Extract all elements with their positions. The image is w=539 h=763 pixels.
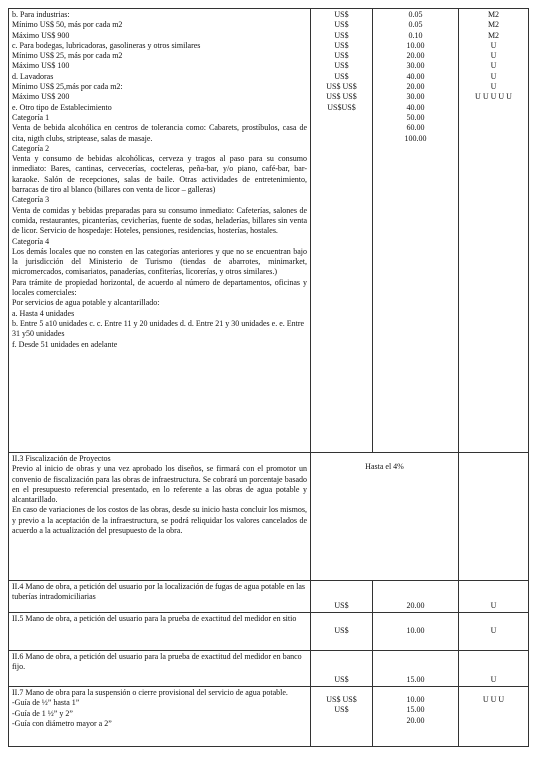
value: 0.05 [408, 10, 423, 19]
currency: US$ [334, 51, 349, 61]
value: 20.00 [406, 82, 425, 92]
unit-cell [459, 581, 529, 613]
paragraph: En caso de variaciones de los costos de las obras, desde su inicio hasta concluir los mismos, y previo a la aceptación de la infraestructura, se podrá reliquidar los valores cancelados de acuerdo a la actualización del presupuesto de la obra. [12, 505, 307, 536]
currency: US$ [334, 626, 349, 636]
paragraph: II.4 Mano de obra, a petición del usuario por la localización de fugas de agua potable en las tuberías intradomiciliarias [12, 582, 305, 602]
value-cell [373, 9, 459, 453]
line: Mínimo US$ 50, más por cada m2 [12, 20, 123, 30]
currency: US$ US$ [326, 92, 357, 102]
currency: US$ US$ [326, 82, 357, 92]
value-cell [311, 453, 459, 581]
currency: US$ US$ [326, 695, 357, 704]
paragraph: Los demás locales que no consten en las categorías anteriores y que no se encuentran bajo la jurisdicción del Ministerio de Turismo (tiendas de abarrotes, minimarket, micromercados, comisariatos, panaderías, confiterías, licorerías, y otros similares.) [12, 246, 307, 277]
value: 20.00 [406, 51, 425, 61]
currency: US$ [334, 30, 349, 40]
value: 10.00 [406, 626, 425, 636]
line: b. Entre 5 a10 unidades c. c. Entre 11 y 20 unidades d. d. Entre 21 y 30 unidades e. e. Entre 31 y50 unidades [12, 318, 305, 339]
paragraph: Previo al inicio de obras y una vez aprobado los diseños, se firmará con el promotor un convenio de fiscalización para las obras de infraestructura. Se cobrará un porcentaje basado en el presupuesto referencial presentado, en lo referente a las obras de agua potable y alcantarillado. [12, 464, 307, 505]
table-row [9, 9, 529, 453]
unit: U [490, 626, 497, 636]
category-heading: Categoría 1 [12, 112, 50, 122]
table-row [9, 687, 529, 747]
currency: US$ [334, 71, 349, 81]
unit: U U U [482, 695, 505, 704]
currency: US$ [334, 61, 349, 71]
value: 0.10 [408, 30, 423, 40]
currency-cell [311, 9, 373, 453]
section-title: II.3 Fiscalización de Proyectos [12, 454, 111, 463]
unit: U [490, 40, 497, 50]
unit: U [490, 600, 497, 610]
value: 0.05 [408, 20, 423, 30]
description-cell [9, 453, 311, 581]
description-cell [9, 651, 311, 687]
category-heading: Categoría 3 [12, 195, 50, 205]
currency-cell [311, 651, 373, 687]
table-row [9, 453, 529, 581]
category-heading: Categoría 2 [12, 143, 50, 153]
line: d. Lavadoras [12, 71, 54, 81]
line: Por servicios de agua potable y alcantarillado: [12, 298, 160, 308]
value: 100.00 [404, 133, 427, 143]
unit: U [490, 51, 497, 61]
unit-cell [459, 687, 529, 747]
line: a. Hasta 4 unidades [12, 308, 75, 318]
table-row [9, 651, 529, 687]
value: 20.00 [406, 600, 425, 610]
paragraph: Venta de bebida alcohólica en centros de tolerancia como: Cabarets, prostíbulos, casa de cita, nigth clubs, striptease, salas de masaje. [12, 123, 307, 143]
value: 15.00 [406, 674, 425, 684]
value: 40.00 [406, 71, 425, 81]
unit: M2 [487, 30, 500, 40]
line: e. Otro tipo de Establecimiento [12, 102, 112, 112]
line: Mínimo US$ 25, más por cada m2 [12, 51, 123, 61]
table-row [9, 613, 529, 651]
line: Mínimo US$ 25,más por cada m2: [12, 82, 123, 92]
value: 10.00 [406, 695, 425, 704]
unit-cell [459, 453, 529, 581]
currency: US$ [334, 674, 349, 684]
value-cell [373, 651, 459, 687]
unit: U [490, 61, 497, 71]
value-cell [373, 581, 459, 613]
unit: U [490, 71, 497, 81]
line: -Guía de ½” hasta 1” [12, 698, 80, 708]
unit: U U U U U [475, 92, 512, 102]
value-cell [373, 687, 459, 747]
value: 50.00 [406, 112, 425, 122]
value: 30.00 [406, 61, 425, 71]
currency: US$US$ [327, 102, 356, 112]
description-cell [9, 613, 311, 651]
value: Hasta el 4% [365, 462, 404, 471]
line: f. Desde 51 unidades en adelante [12, 339, 118, 349]
value: 15.00 [406, 705, 425, 715]
paragraph: Para trámite de propiedad horizontal, de acuerdo al número de departamentos, oficinas y locales comerciales: [12, 277, 307, 298]
line: Máximo US$ 100 [12, 61, 70, 71]
table-row [9, 581, 529, 613]
unit-cell [459, 613, 529, 651]
value: 40.00 [406, 102, 425, 112]
line: c. Para bodegas, lubricadoras, gasolineras y otros similares [12, 40, 201, 50]
currency-cell [311, 613, 373, 651]
line: b. Para industrias: [12, 10, 70, 19]
unit-cell [459, 9, 529, 453]
unit: M2 [487, 10, 500, 19]
line: Máximo US$ 200 [12, 92, 70, 102]
paragraph: Venta y consumo de bebidas alcohólicas, cerveza y tragos al paso para su consumo inmediato: Bares, cantinas, cervecerías, cocteleras, peña-bar, y/o piano, café-bar, bar-karaoke. Salón de recepciones, salas de baile. Otras actividades de entretenimiento, barracas de tiro al blanco (billares con venta de licor – galleras) [12, 154, 307, 195]
category-heading: Categoría 4 [12, 236, 50, 246]
paragraph: II.6 Mano de obra, a petición del usuario para la prueba de exactitud del medidor en banco fijo. [12, 652, 302, 672]
currency-cell [311, 687, 373, 747]
description-cell [9, 687, 311, 747]
line: -Guía con diámetro mayor a 2” [12, 718, 112, 728]
value-cell [373, 613, 459, 651]
unit: U [490, 674, 497, 684]
value: 60.00 [406, 123, 425, 133]
description-cell [9, 581, 311, 613]
currency: US$ [334, 10, 349, 19]
paragraph: II.7 Mano de obra para la suspensión o cierre provisional del servicio de agua potable. [12, 688, 288, 697]
fee-table [8, 8, 529, 747]
currency-cell [311, 581, 373, 613]
unit: M2 [487, 20, 500, 30]
value: 20.00 [406, 715, 425, 725]
currency: US$ [334, 40, 349, 50]
currency: US$ [334, 20, 349, 30]
unit-cell [459, 651, 529, 687]
description-cell [9, 9, 311, 453]
value: 10.00 [406, 40, 425, 50]
currency: US$ [334, 705, 349, 715]
line: -Guía de 1 ½” y 2” [12, 708, 73, 718]
currency: US$ [334, 600, 349, 610]
paragraph: Venta de comidas y bebidas preparadas para su consumo inmediato: Cafeterías, salones de comida, restaurantes, picanterías, cevicherías, fuente de sodas, heladerías, billares sin venta de licor. Servicio de hospedaje: Hoteles, pensiones, residencias, hosterías, hostales. [12, 205, 307, 236]
line: Máximo US$ 900 [12, 30, 70, 40]
value: 30.00 [406, 92, 425, 102]
paragraph: II.5 Mano de obra, a petición del usuario para la prueba de exactitud del medidor en sitio [12, 614, 297, 623]
unit: U [490, 82, 497, 92]
